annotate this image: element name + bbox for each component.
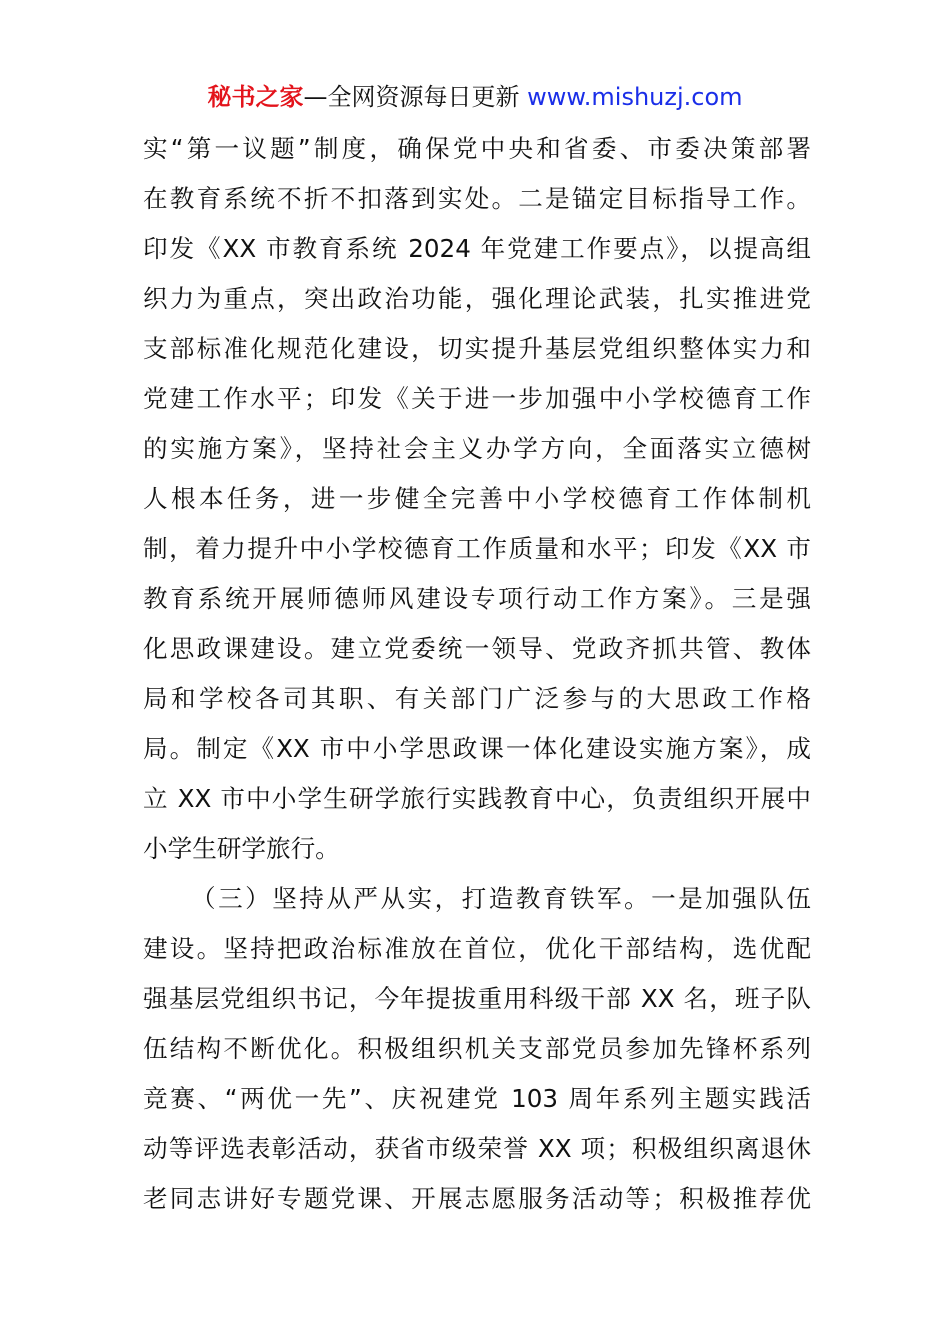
text-line: 建设。坚持把政治标准放在首位，优化干部结构，选优配 [143, 934, 811, 963]
text-line: 老同志讲好专题党课、开展志愿服务活动等；积极推荐优 [143, 1184, 811, 1213]
text-line: 制，着力提升中小学校德育工作质量和水平；印发《XX 市 [143, 534, 811, 563]
text-line: 立 XX 市中小学生研学旅行实践教育中心，负责组织开展中 [143, 784, 811, 813]
header-tagline: —全网资源每日更新 [303, 83, 528, 111]
text-line: 人根本任务，进一步健全完善中小学校德育工作体制机 [143, 484, 811, 513]
text-line: 织力为重点，突出政治功能，强化理论武装，扎实推进党 [143, 284, 811, 313]
text-line: 支部标准化规范化建设，切实提升基层党组织整体实力和 [143, 334, 811, 363]
site-url-link[interactable]: www.mishuzj.com [527, 83, 743, 111]
site-header [0, 80, 950, 114]
section-heading-line: （三）坚持从严从实，打造教育铁军。一是加强队伍 [191, 884, 811, 913]
text-line: 小学生研学旅行。 [143, 834, 340, 863]
text-line: 化思政课建设。建立党委统一领导、党政齐抓共管、教体 [143, 634, 811, 663]
document-body [143, 124, 811, 1224]
text-line: 党建工作水平；印发《关于进一步加强中小学校德育工作 [143, 384, 811, 413]
text-line: 实“第一议题”制度，确保党中央和省委、市委决策部署 [143, 134, 811, 163]
text-line: 局。制定《XX 市中小学思政课一体化建设实施方案》，成 [143, 734, 811, 763]
text-line: 的实施方案》，坚持社会主义办学方向，全面落实立德树 [143, 434, 811, 463]
text-line: 伍结构不断优化。积极组织机关支部党员参加先锋杯系列 [143, 1034, 811, 1063]
text-line: 教育系统开展师德师风建设专项行动工作方案》。三是强 [143, 584, 811, 613]
text-line: 印发《XX 市教育系统 2024 年党建工作要点》，以提高组 [143, 234, 811, 263]
text-line: 动等评选表彰活动，获省市级荣誉 XX 项；积极组织离退休 [143, 1134, 811, 1163]
text-line: 强基层党组织书记，今年提拔重用科级干部 XX 名，班子队 [143, 984, 811, 1013]
text-line: 竞赛、“两优一先”、庆祝建党 103 周年系列主题实践活 [143, 1084, 811, 1113]
brand-name: 秘书之家 [207, 83, 304, 111]
text-line: 在教育系统不折不扣落到实处。二是锚定目标指导工作。 [143, 184, 811, 213]
text-line: 局和学校各司其职、有关部门广泛参与的大思政工作格 [143, 684, 811, 713]
